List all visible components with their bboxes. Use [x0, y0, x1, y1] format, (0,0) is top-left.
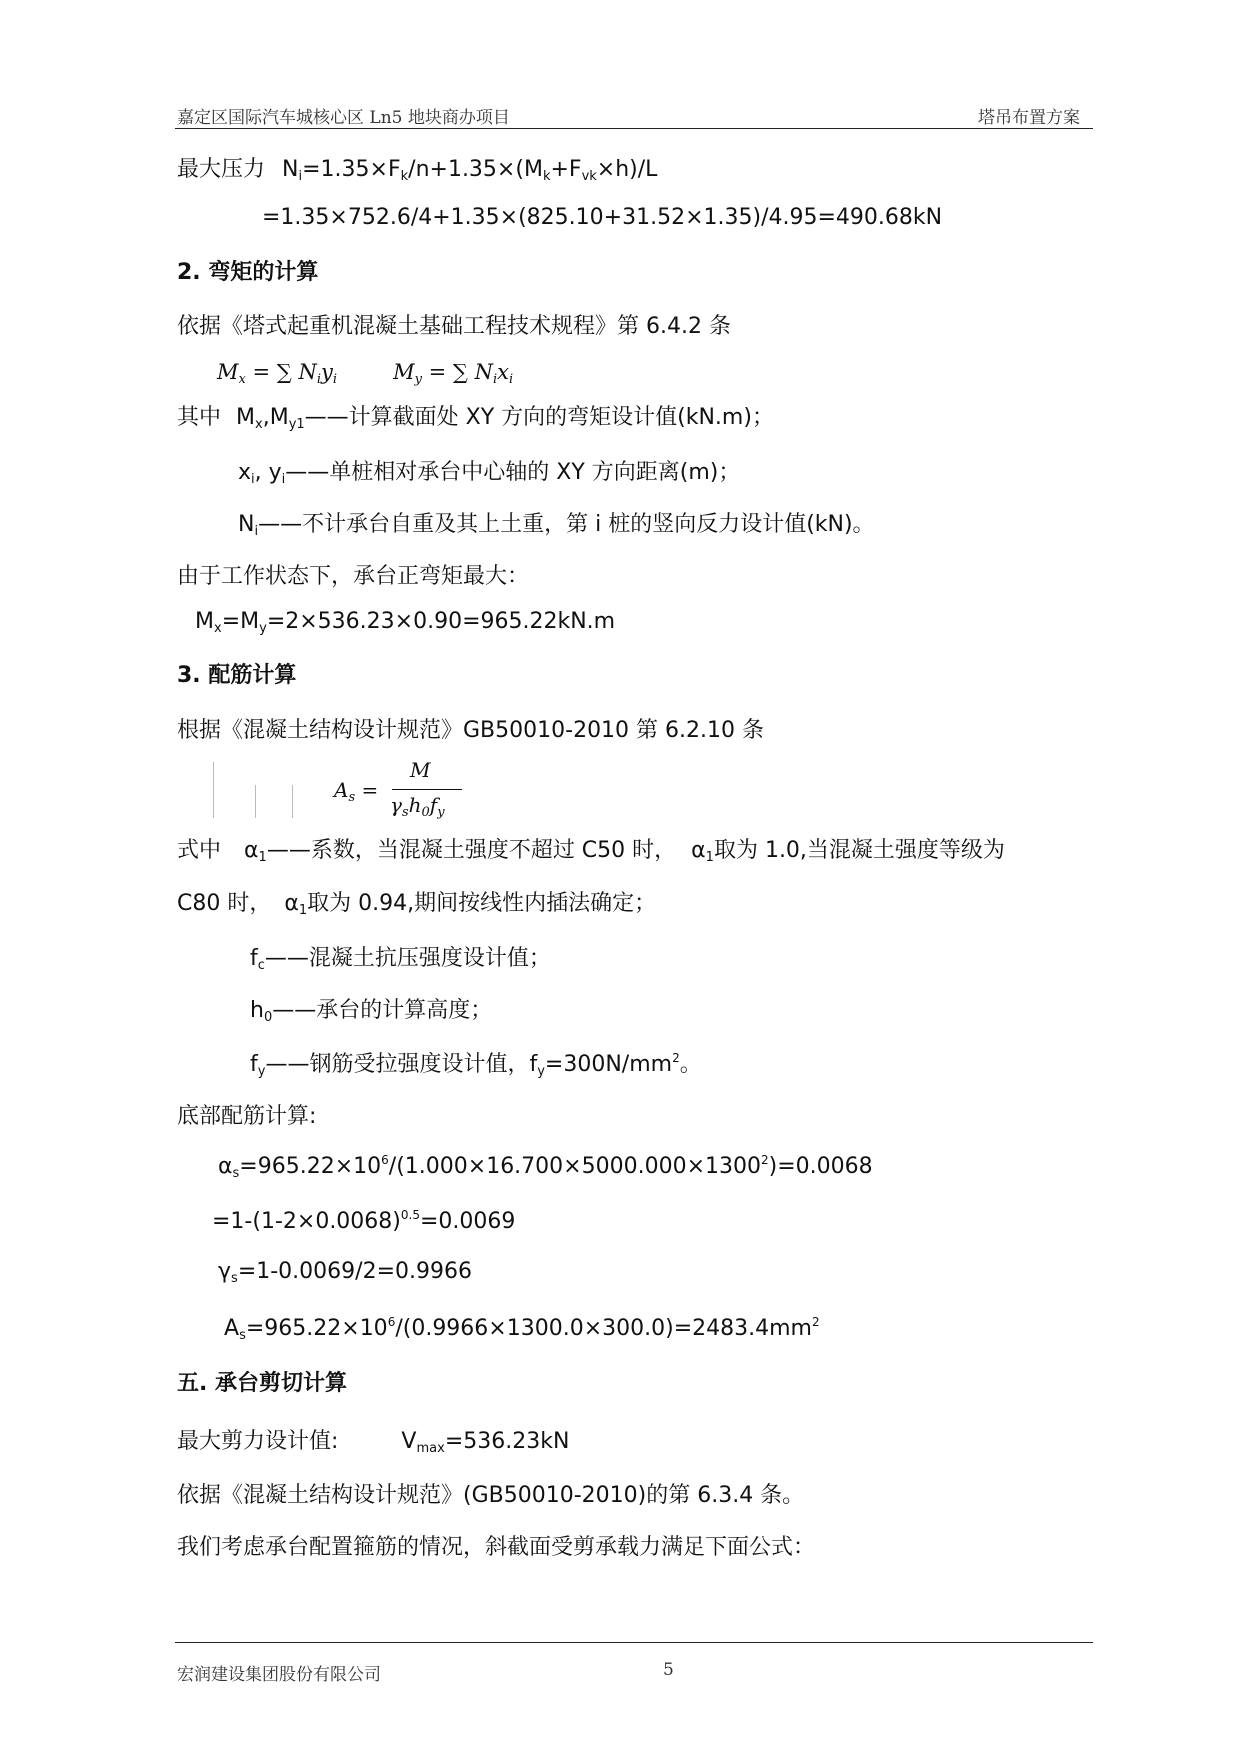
mxy-value-text: =2×536.23×0.90=965.22kN.m: [266, 609, 616, 634]
section-5-title: 五. 承台剪切计算: [177, 1371, 348, 1396]
alpha-def-a: ——系数，当混凝土强度不超过 C50 时，: [266, 838, 677, 863]
vmax-value: =536.23kN: [444, 1429, 570, 1454]
vmax-label: 最大剪力设计值:: [177, 1429, 339, 1454]
xi-calc: $=1-(1-2\times 0.0068)^{0.5}=0.0069$: [212, 1208, 516, 1234]
max-pressure-label: 最大压力: [177, 157, 266, 182]
header-project-name: 嘉定区国际汽车城核心区 Ln5 地块商办项目: [177, 108, 510, 128]
mx-definition-text: ——计算截面处 XY 方向的弯矩设计值(kN.m)；: [304, 405, 774, 430]
ni-definition: $N_i——$不计承台自重及其上土重，第 i 桩的竖向反力设计值(kN)。: [238, 512, 875, 539]
section-3-basis: 根据《混凝土结构设计规范》GB50010-2010 第 6.2.10 条: [177, 718, 765, 743]
fc-definition-text: ——混凝土抗压强度设计值；: [264, 946, 551, 971]
max-pressure-line: 最大压力 $N_i=1.35\times F_k/n+1.35\times(M_k+F_{vk}\times h)/L$: [177, 157, 658, 184]
fy-definition: $f_y——$钢筋受拉强度设计值，$f_y=300N/mm^2$。: [250, 1051, 702, 1079]
formula-guide-line: [292, 785, 293, 818]
where-label: 其中: [177, 405, 222, 430]
alpha-def-d: 取为 0.94,期间按线性内插法确定；: [307, 891, 657, 916]
mxy-value: $M_x=M_y=2\times 536.23\times 0.90=965.22kN.m$: [195, 609, 616, 636]
h0-definition-text: ——承台的计算高度；: [272, 998, 493, 1023]
footer-rule: [175, 1642, 1093, 1643]
shear-basis: 依据《混凝土结构设计规范》(GB50010-2010)的第 6.3.4 条。: [177, 1483, 805, 1508]
fy-definition-text: ——钢筋受拉强度设计值，: [265, 1052, 530, 1077]
h0-definition: $h_0——$承台的计算高度；: [250, 998, 493, 1025]
as-formula-denominator: $\gamma_sh_0f_y$: [390, 793, 445, 820]
gamma-s-calc: $\gamma_s=1-0.0069/2=0.9966$: [218, 1259, 472, 1286]
formula-label: 式中: [177, 838, 222, 863]
as-formula-fraction-bar: [392, 789, 462, 790]
section-2-basis: 依据《塔式起重机混凝土基础工程技术规程》第 6.4.2 条: [177, 314, 731, 339]
alpha-definition-line-1: 式中 $\alpha_1——$系数，当混凝土强度不超过 C50 时， $\alpha_1$取为 1.0,当混凝土强度等级为: [177, 838, 1005, 865]
xy-definition: $x_i$, $y_i——$单桩相对承台中心轴的 XY 方向距离(m)；: [238, 460, 741, 487]
moment-formula: $M_x$ = ∑ $N_iy_i$ $M_y$ = ∑ $N_ix_i$: [217, 360, 514, 387]
fc-definition: $f_c——$混凝土抗压强度设计值；: [250, 946, 551, 973]
xy-definition-text: ——单桩相对承台中心轴的 XY 方向距离(m)；: [285, 460, 741, 485]
mx-definition: 其中 $M_x,M_{y1}——$计算截面处 XY 方向的弯矩设计值(kN.m)；: [177, 405, 774, 432]
footer-page-number: 5: [663, 1660, 674, 1680]
alpha-def-b: 取为 1.0,当混凝土强度等级为: [713, 838, 1005, 863]
shear-note: 我们考虑承台配置箍筋的情况，斜截面受剪承载力满足下面公式：: [177, 1535, 816, 1560]
work-state-note: 由于工作状态下，承台正弯矩最大：: [177, 564, 530, 589]
section-3-title: 3. 配筋计算: [177, 663, 297, 688]
formula-guide-line: [255, 785, 256, 818]
alpha-definition-line-2: C80 时， $\alpha_1$取为 0.94,期间按线性内插法确定；: [177, 891, 657, 918]
fy-value: =300N/mm: [544, 1052, 673, 1077]
as-calc: $A_s=965.22\times 10^6/(0.9966\times 1300.0\times 300.0)=2483.4mm^2$: [224, 1315, 820, 1343]
as-formula-lhs: $A_s$ =: [334, 778, 379, 805]
bottom-reinforcement-label: 底部配筋计算:: [177, 1104, 317, 1129]
formula-guide-line: [213, 762, 214, 818]
footer-company: 宏润建设集团股份有限公司: [177, 1665, 381, 1685]
header-rule: [175, 128, 1093, 129]
ni-definition-text: ——不计承台自重及其上土重，第 i 桩的竖向反力设计值(kN)。: [258, 512, 875, 537]
alpha-s-calc: $\alpha_s=965.22\times 10^6/(1.000\times 16.700\times 5000.000\times 1300^2)=0.0068$: [218, 1153, 873, 1181]
vmax-line: 最大剪力设计值: $V_{max}=536.23kN$: [177, 1429, 570, 1456]
header-document-title: 塔吊布置方案: [978, 108, 1080, 128]
max-pressure-result: =1.35×752.6/4+1.35×(825.10+31.52×1.35)/4.95=490.68kN: [262, 205, 943, 230]
alpha-def-c: C80 时，: [177, 891, 272, 916]
as-formula-numerator: M: [410, 758, 431, 782]
section-2-title: 2. 弯矩的计算: [177, 260, 319, 285]
